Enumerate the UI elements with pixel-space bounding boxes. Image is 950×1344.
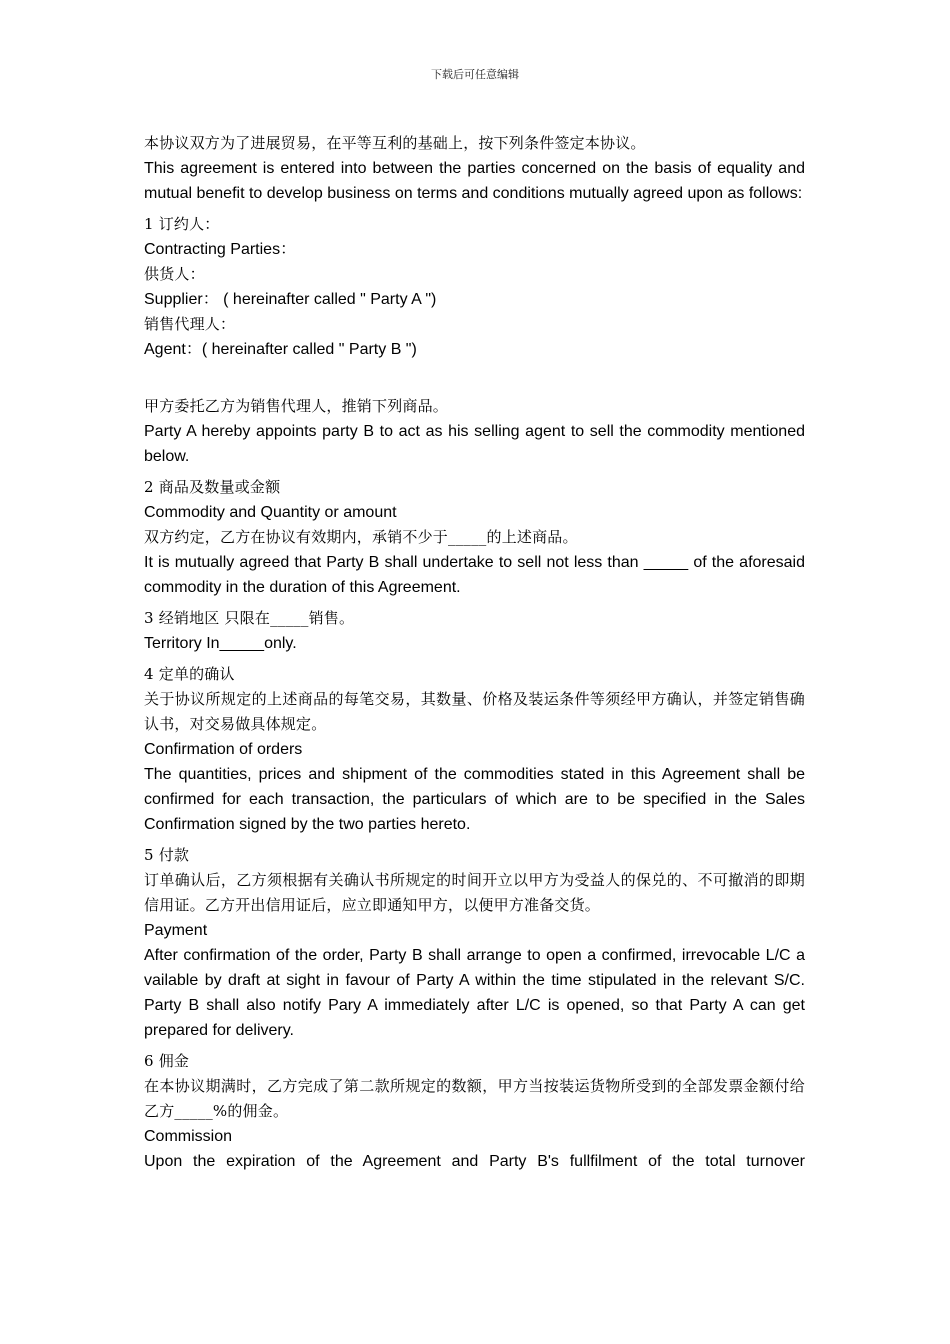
section-4-heading-en: Confirmation of orders: [144, 741, 303, 758]
section-1-heading-zh: 1 订约人：: [144, 215, 220, 233]
intro-en: This agreement is entered into between the parties concerned on the basis of equality and mutual benefit to develop business on terms and conditions mutually agreed upon as follows:: [144, 160, 805, 202]
section-4-body-en: The quantities, prices and shipment of the commodities stated in this Agreement shall be confirmed for each transaction, the particulars of which are to be specified in the Sales Confirmation signed by the two parties hereto.: [144, 766, 805, 833]
intro-zh: 本协议双方为了进展贸易，在平等互利的基础上，按下列条件签定本协议。: [144, 134, 646, 152]
agent-en: Agent：( hereinafter called " Party B "): [144, 341, 417, 358]
section-6-heading-zh: 6 佣金: [144, 1052, 190, 1070]
section-2-heading-zh: 2 商品及数量或金额: [144, 478, 281, 496]
section-3-heading-zh: 3 经销地区 只限在_____销售。: [144, 609, 355, 627]
agent-zh: 销售代理人：: [144, 315, 236, 333]
section-4-body-zh: 关于协议所规定的上述商品的每笔交易，其数量、价格及装运条件等须经甲方确认，并签定销售确认书，对交易做具体规定。: [144, 690, 805, 733]
section-2-heading-en: Commodity and Quantity or amount: [144, 504, 397, 521]
section-6-heading-en: Commission: [144, 1128, 233, 1145]
section-6-body-en: Upon the expiration of the Agreement and Party B's fullfilment of the total turnover: [144, 1153, 805, 1170]
section-5-heading-en: Payment: [144, 922, 208, 939]
section-3-heading-en: Territory In_____only.: [144, 635, 297, 652]
section-2-body-en: It is mutually agreed that Party B shall undertake to sell not less than _____ of the aforesaid commodity in the duration of this Agreement.: [144, 554, 805, 596]
section-5-body-zh: 订单确认后，乙方须根据有关确认书所规定的时间开立以甲方为受益人的保兑的、不可撤消的即期信用证。乙方开出信用证后，应立即通知甲方，以便甲方准备交货。: [144, 871, 805, 914]
section-5-heading-zh: 5 付款: [144, 846, 190, 864]
page-header: 下载后可任意编辑: [431, 68, 519, 81]
section-6-body-zh: 在本协议期满时，乙方完成了第二款所规定的数额，甲方当按装运货物所受到的全部发票金额付给乙方_____%的佣金。: [144, 1077, 805, 1120]
supplier-zh: 供货人：: [144, 265, 205, 283]
appoint-en: Party A hereby appoints party B to act as his selling agent to sell the commodity mentioned below.: [144, 423, 805, 465]
supplier-en: Supplier： ( hereinafter called " Party A "): [144, 291, 437, 308]
section-2-body-zh: 双方约定，乙方在协议有效期内，承销不少于_____的上述商品。: [144, 528, 578, 546]
appoint-zh: 甲方委托乙方为销售代理人，推销下列商品。: [144, 397, 449, 415]
section-1-heading-en: Contracting Parties：: [144, 241, 297, 258]
section-4-heading-zh: 4 定单的确认: [144, 665, 235, 683]
section-5-body-en: After confirmation of the order, Party B shall arrange to open a confirmed, irrevocable L/C a vailable by draft at sight in favour of Party A within the time stipulated in the relevant S/C. Party B shall also notify Pary A immediately after L/C is opened, so that Party A can get prepared for delivery.: [144, 947, 805, 1039]
document-body: [144, 131, 805, 1174]
